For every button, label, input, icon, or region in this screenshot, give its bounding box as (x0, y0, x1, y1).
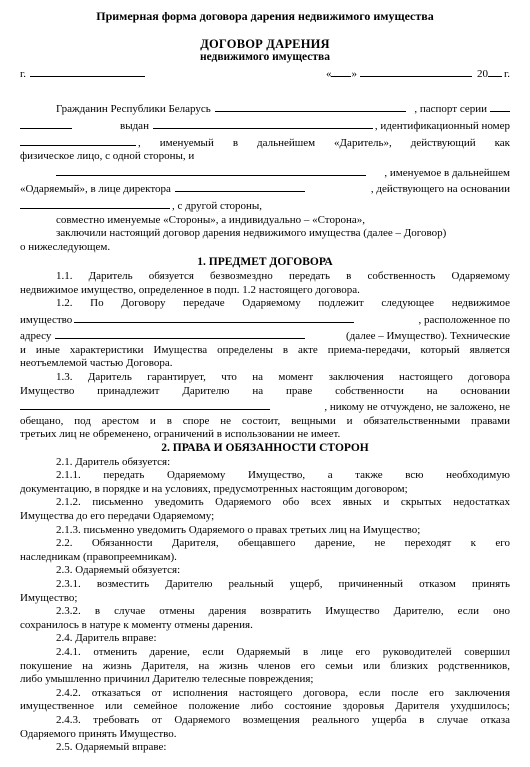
blank-passport-number (20, 117, 72, 129)
parties-line-7 (20, 197, 510, 214)
clause-text: адресу (20, 330, 52, 343)
year-suffix: г. (503, 67, 510, 80)
form-caption: Примерная форма договора дарения недвижимого имущества (96, 9, 434, 23)
clause-text: Имущество; (20, 591, 78, 604)
parties-text: выдан (120, 119, 149, 132)
clause-1-2: 1.2. По Договору передаче Одаряемому подлежит следующее недвижимое (56, 297, 510, 310)
parties-text: «Одаряемый», в лице директора (20, 183, 171, 196)
clause-text: документацию, в порядке и на условиях, предусмотренных настоящим договором; (20, 482, 408, 495)
clause-1-1: 1.1. Даритель обязуется безвозмездно передать в собственность Одаряемому (56, 269, 510, 282)
parties-text: , с другой стороны, (172, 199, 263, 212)
blank-organization (56, 164, 366, 176)
clause-2-4: 2.4. Даритель вправе: (56, 632, 157, 645)
blank-ownership-basis (20, 398, 270, 410)
clause-2-2: 2.2. Обязанности Дарителя, обещавшего дарение, не переходят к его (56, 537, 510, 550)
parties-text: совместно именуемые «Стороны», а индивидуально – «Сторона», (56, 213, 365, 226)
parties-text: , именуемый в дальнейшем «Даритель», действующий как (138, 136, 510, 149)
blank-director (175, 180, 305, 192)
year-prefix: 20 (476, 67, 488, 80)
month-blank (360, 65, 472, 77)
clause-text: Имущества до его передачи Одаряемому; (20, 510, 215, 522)
year-blank (488, 65, 502, 77)
blank-basis (20, 197, 170, 209)
clause-text: , никому не отчуждено, не заложено, не (324, 401, 510, 414)
city-date-line (20, 65, 510, 82)
contract-subtitle: недвижимого имущества (199, 51, 331, 64)
parties-text: Гражданин Республики Беларусь (56, 103, 211, 116)
blank-citizen-name (215, 100, 407, 112)
contract-title: ДОГОВОР ДАРЕНИЯ (200, 36, 330, 51)
parties-line-1 (20, 100, 510, 117)
clause-2-1: 2.1. Даритель обязуется: (56, 455, 171, 468)
clause-1-2-line-2 (20, 311, 510, 328)
clause-text: либо умышленно причинил Дарителю телесные повреждения; (20, 673, 314, 686)
clause-2-5: 2.5. Одаряемый вправе: (56, 741, 167, 754)
city-prefix: г. (20, 67, 27, 80)
parties-line-2 (20, 117, 510, 134)
clause-2-3-1: 2.3.1. возместить Дарителю реальный ущерб, причиненный отказом принять (56, 577, 510, 590)
blank-property (74, 311, 354, 323)
parties-text: заключили настоящий договор дарения недвижимого имущества (далее – Договор) (56, 227, 447, 240)
clause-2-3-2: 2.3.2. в случае отмены дарения возвратить Имущество Дарителю, если оно (56, 605, 510, 618)
clause-text: (далее – Имущество). Технические (346, 330, 510, 343)
clause-text: сохранилось в натуре к моменту отмены дарения. (20, 618, 253, 631)
blank-id-number (20, 134, 136, 146)
clause-1-2-line-3 (20, 327, 510, 344)
clause-1-1-cont: недвижимое имущество, определенное в подп. 1.2 настоящего договора. (20, 283, 360, 296)
clause-text: обещано, под арестом и в споре не состоит, вещными и обязательственными правами (20, 414, 510, 427)
blank-address (55, 327, 305, 339)
parties-text: физическое лицо, с одной стороны, и (20, 150, 195, 163)
clause-2-1-2: 2.1.2. письменно уведомить Одаряемого обо всех явных и скрытых недостатках (56, 496, 510, 509)
parties-line-3 (20, 134, 510, 151)
clause-text: и иные характеристики Имущества определены в акте приема-передачи, который является (20, 343, 510, 356)
clause-text: , расположенное по (418, 313, 510, 326)
clause-text: имущественное или семейное положение либо состояние здоровья Дарителя ухудшилось; (20, 700, 510, 713)
date-quote-close: » (351, 67, 357, 80)
parties-line-6 (20, 180, 510, 197)
clause-text: Одаряемого принять Имущество. (20, 727, 177, 740)
parties-text: , именуемое в дальнейшем (384, 166, 510, 179)
section-2-heading: 2. ПРАВА И ОБЯЗАННОСТИ СТОРОН (161, 442, 369, 455)
parties-text: , действующего на основании (370, 183, 510, 196)
clause-2-1-3: 2.1.3. письменно уведомить Одаряемого о правах третьих лиц на Имущество; (56, 523, 421, 536)
clause-text: Имущество принадлежит Дарителю на праве собственности на основании (20, 384, 510, 397)
clause-text: третьих лиц не обременено, ограничений в использовании не имеет. (20, 428, 341, 441)
clause-2-4-3: 2.4.3. требовать от Одаряемого возмещения реального ущерба в случае отказа (56, 713, 510, 726)
clause-1-3-line-3 (20, 398, 510, 415)
parties-text: , идентификационный номер (374, 119, 510, 132)
parties-text: , паспорт серии (414, 103, 487, 116)
parties-line-5 (20, 164, 510, 181)
blank-passport-series (490, 100, 510, 112)
clause-text: наследникам (правопреемникам). (20, 550, 177, 563)
clause-2-3: 2.3. Одаряемый обязуется: (56, 564, 181, 577)
section-1-heading: 1. ПРЕДМЕТ ДОГОВОРА (197, 256, 333, 269)
city-blank (30, 65, 145, 77)
clause-2-4-1: 2.4.1. отменить дарение, если Одаряемый в лице его руководителей совершил (56, 645, 510, 658)
clause-2-4-2: 2.4.2. отказаться от исполнения настоящего договора, если после его заключения (56, 686, 510, 699)
clause-2-1-1: 2.1.1. передать Одаряемому Имущество, а также всю необходимую (56, 469, 510, 482)
blank-issued-by (153, 117, 373, 129)
clause-text: имущество (20, 313, 73, 326)
date-quote-open: « (325, 67, 332, 80)
clause-text: неотъемлемой частью Договора. (20, 357, 173, 370)
clause-text: покушение на жизнь Дарителя, на жизнь членов его семьи или близких родственников, (20, 659, 510, 672)
parties-text: о нижеследующем. (20, 240, 111, 253)
day-blank (331, 65, 351, 77)
clause-1-3: 1.3. Даритель гарантирует, что на момент заключения настоящего договора (56, 371, 510, 384)
